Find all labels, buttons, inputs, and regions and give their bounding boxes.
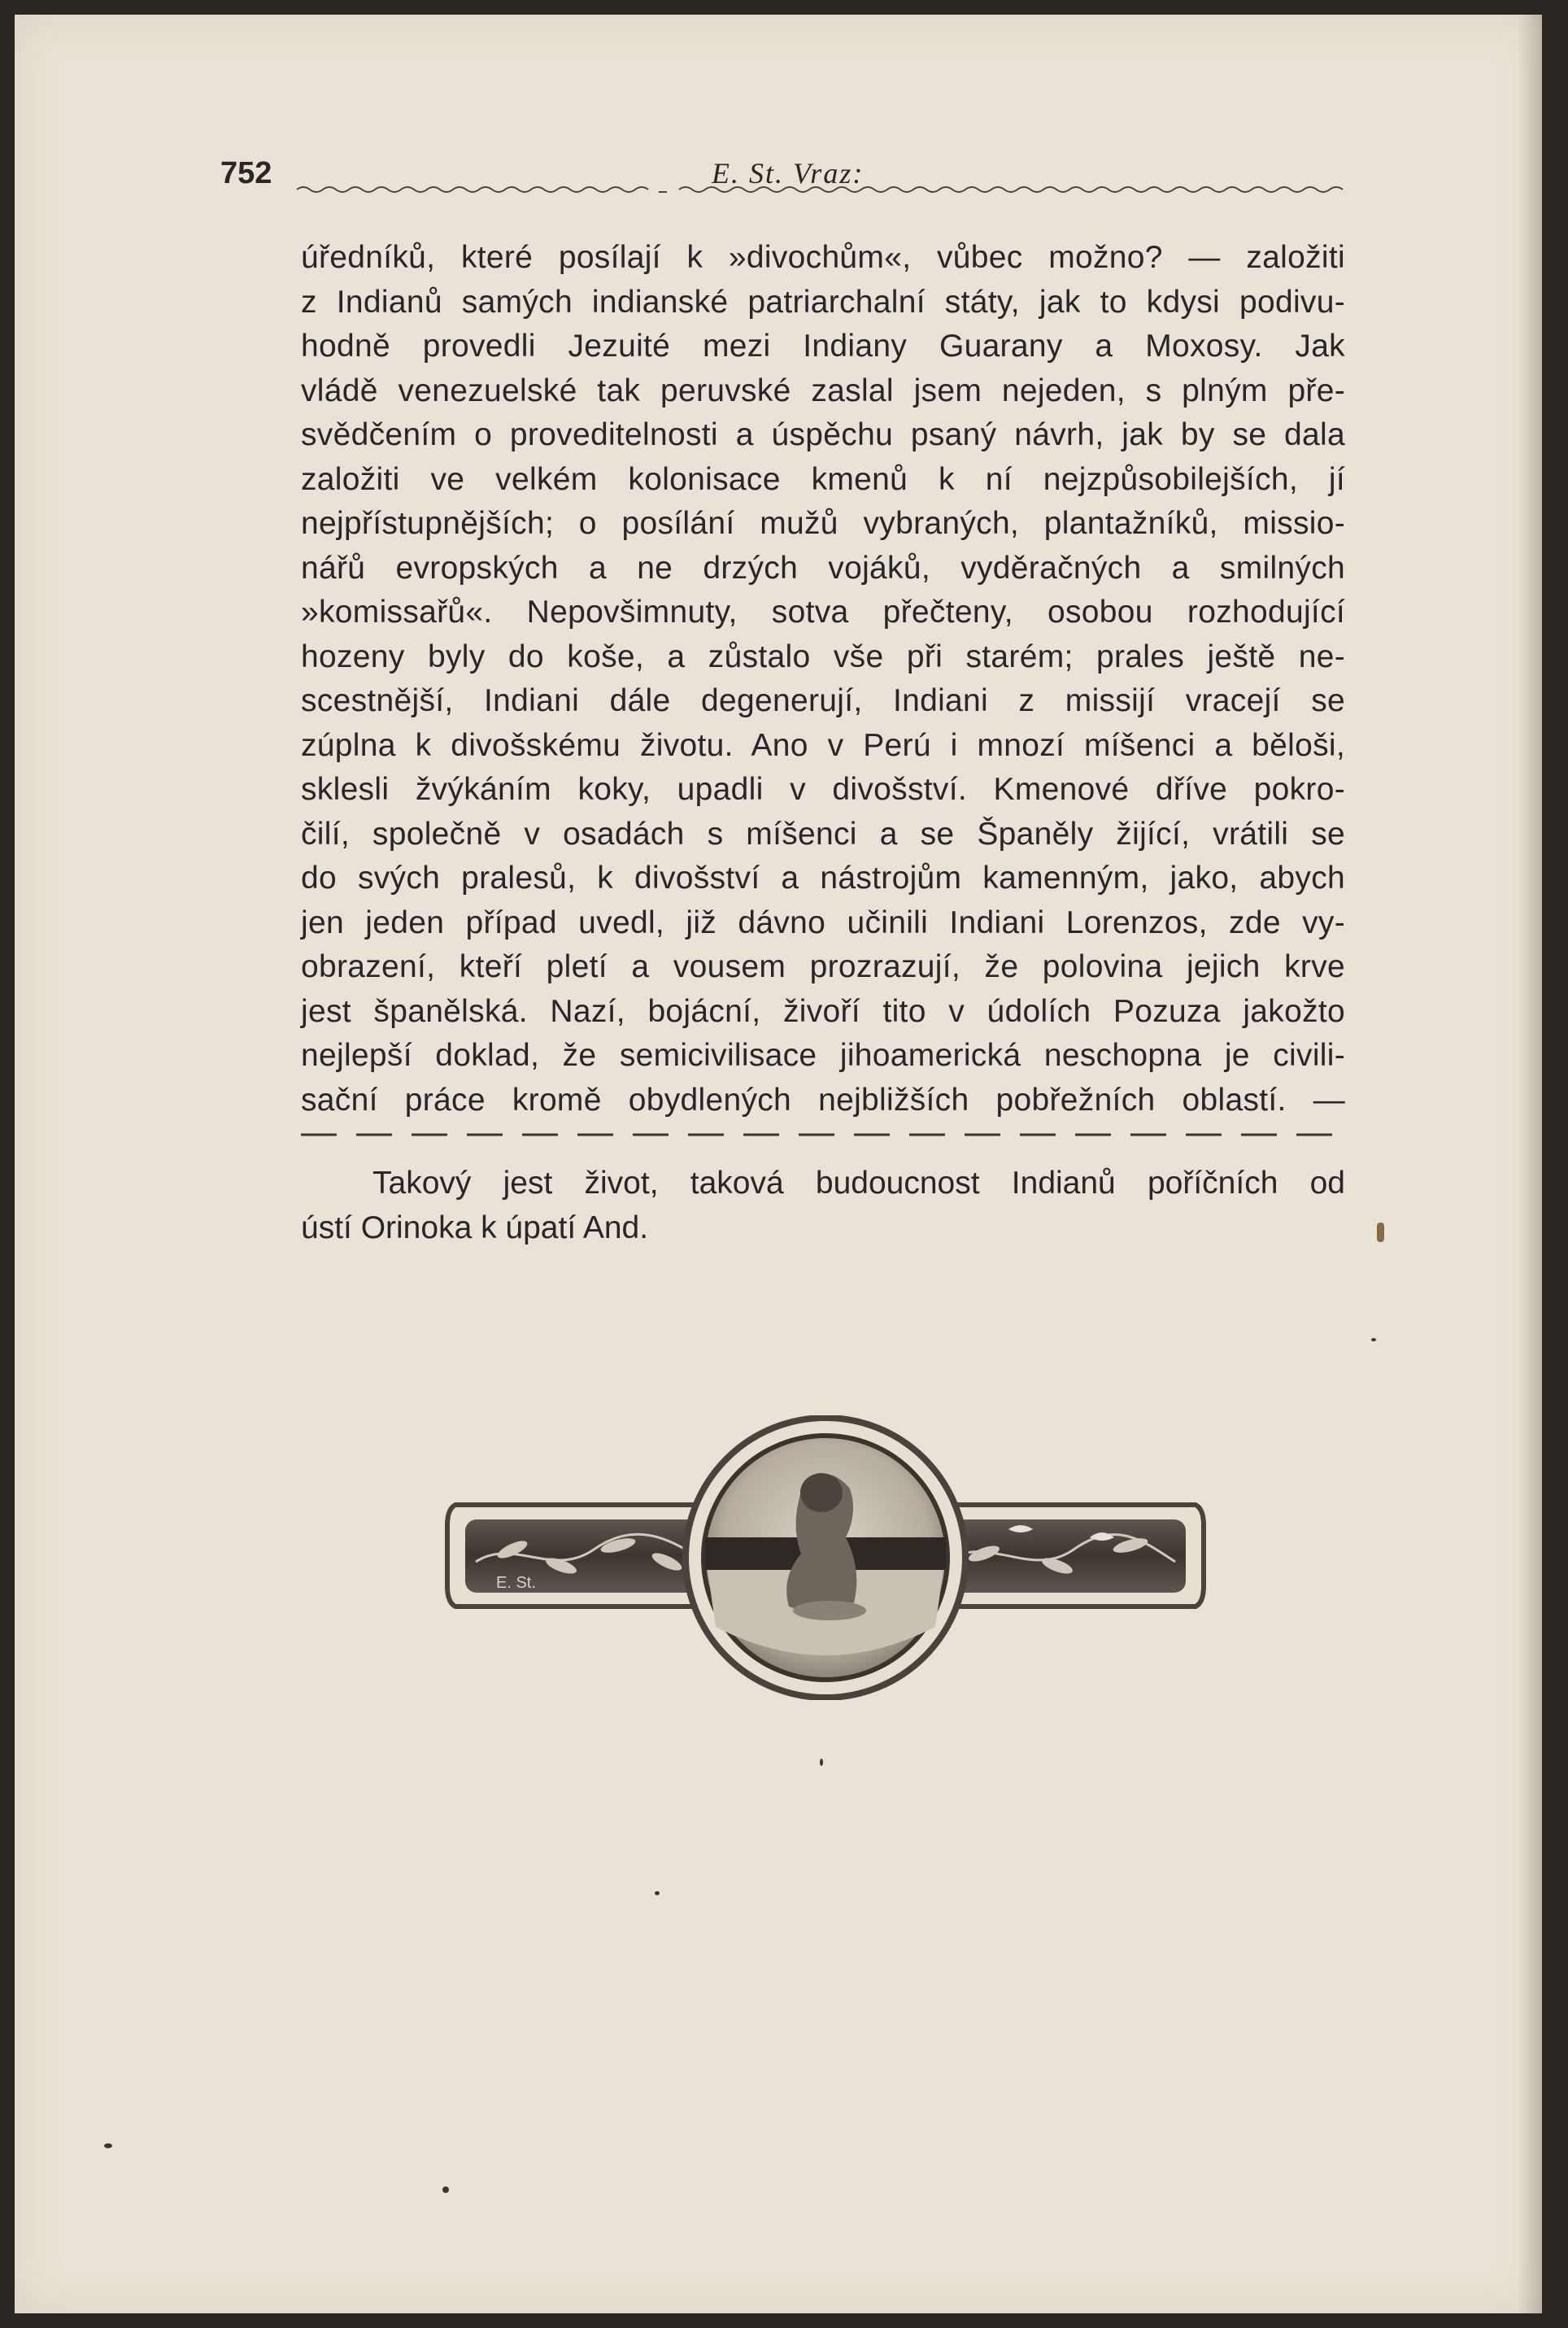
text-line: založiti ve velkém kolonisace kmenů k ní nejzpůsobilejších, jí	[301, 461, 1345, 497]
vignette-signature: E. St.	[496, 1574, 536, 1592]
text-line: sační práce kromě obydlených nejbližších pobřežních oblastí. —	[301, 1082, 1345, 1118]
text-line: úředníků, které posílají k »divochům«, vůbec možno? — založiti	[301, 240, 1345, 275]
text-line: »komissařů«. Nepovšimnuty, sotva přečteny, osobou rozhodující	[301, 595, 1345, 630]
text-line: nejpřístupnějších; o posílání mužů vybraných, plantažníků, missio-	[301, 506, 1345, 541]
running-head: E. St. Vraz:	[712, 157, 865, 190]
ink-speck	[442, 2186, 449, 2193]
main-paragraph	[301, 236, 1345, 1123]
text-line: sklesli žvýkáním koky, upadli v divošství. Kmenové dříve pokro-	[301, 772, 1345, 807]
text-line: hodně provedli Jezuité mezi Indiany Guarany a Moxosy. Jak	[301, 329, 1345, 364]
text-line: jest španělská. Nazí, bojácní, živoří tito v údolích Pozuza jakožto	[301, 993, 1345, 1029]
text-line: obrazení, kteří pletí a vousem prozrazují, že polovina jejich krve	[301, 949, 1345, 984]
text-line: hozeny byly do koše, a zůstalo vše při starém; prales ještě ne-	[301, 639, 1345, 674]
ink-speck	[655, 1891, 660, 1895]
text-line: vládě venezuelské tak peruvské zaslal jsem nejeden, s plným pře-	[301, 373, 1345, 408]
text-line: zúplna k divošskému životu. Ano v Perú i mnozí míšenci a běloši,	[301, 727, 1345, 763]
text-line: do svých pralesů, k divošství a nástrojům kamenným, jako, abych	[301, 861, 1345, 896]
closing-paragraph	[301, 1162, 1345, 1250]
text-line: scestnější, Indiani dále degenerují, Indiani z missijí vracejí se	[301, 683, 1345, 718]
ink-speck	[1371, 1338, 1376, 1341]
text-line: Takový jest život, taková budoucnost Indianů poříčních od	[372, 1166, 1345, 1201]
text-line: z Indianů samých indianské patriarchalní státy, jak to kdysi podivu-	[301, 284, 1345, 320]
text-line: ústí Orinoka k úpatí And.	[301, 1210, 649, 1245]
text-line: nářů evropských a ne drzých vojáků, vyděračných a smilných	[301, 550, 1345, 586]
decorative-vignette	[439, 1415, 1212, 1700]
text-line: svědčením o proveditelnosti a úspěchu psaný návrh, jak by se dala	[301, 417, 1345, 452]
text-line: jen jeden případ uvedl, již dávno učinili Indiani Lorenzos, zde vy-	[301, 905, 1345, 940]
text-line: nejlepší doklad, že semicivilisace jihoamerická neschopna je civili-	[301, 1038, 1345, 1073]
text-line: čilí, společně v osadách s míšenci a se Španěly žijící, vrátili se	[301, 816, 1345, 852]
header-wavy-rule	[297, 184, 1346, 195]
page-header	[207, 148, 1342, 189]
page-edge-shadow	[1518, 15, 1542, 2313]
page-number: 752	[220, 156, 272, 190]
ink-speck	[1377, 1223, 1384, 1242]
ink-speck	[104, 2143, 112, 2148]
ink-speck	[820, 1759, 823, 1766]
section-dash-rule	[301, 1132, 1345, 1137]
